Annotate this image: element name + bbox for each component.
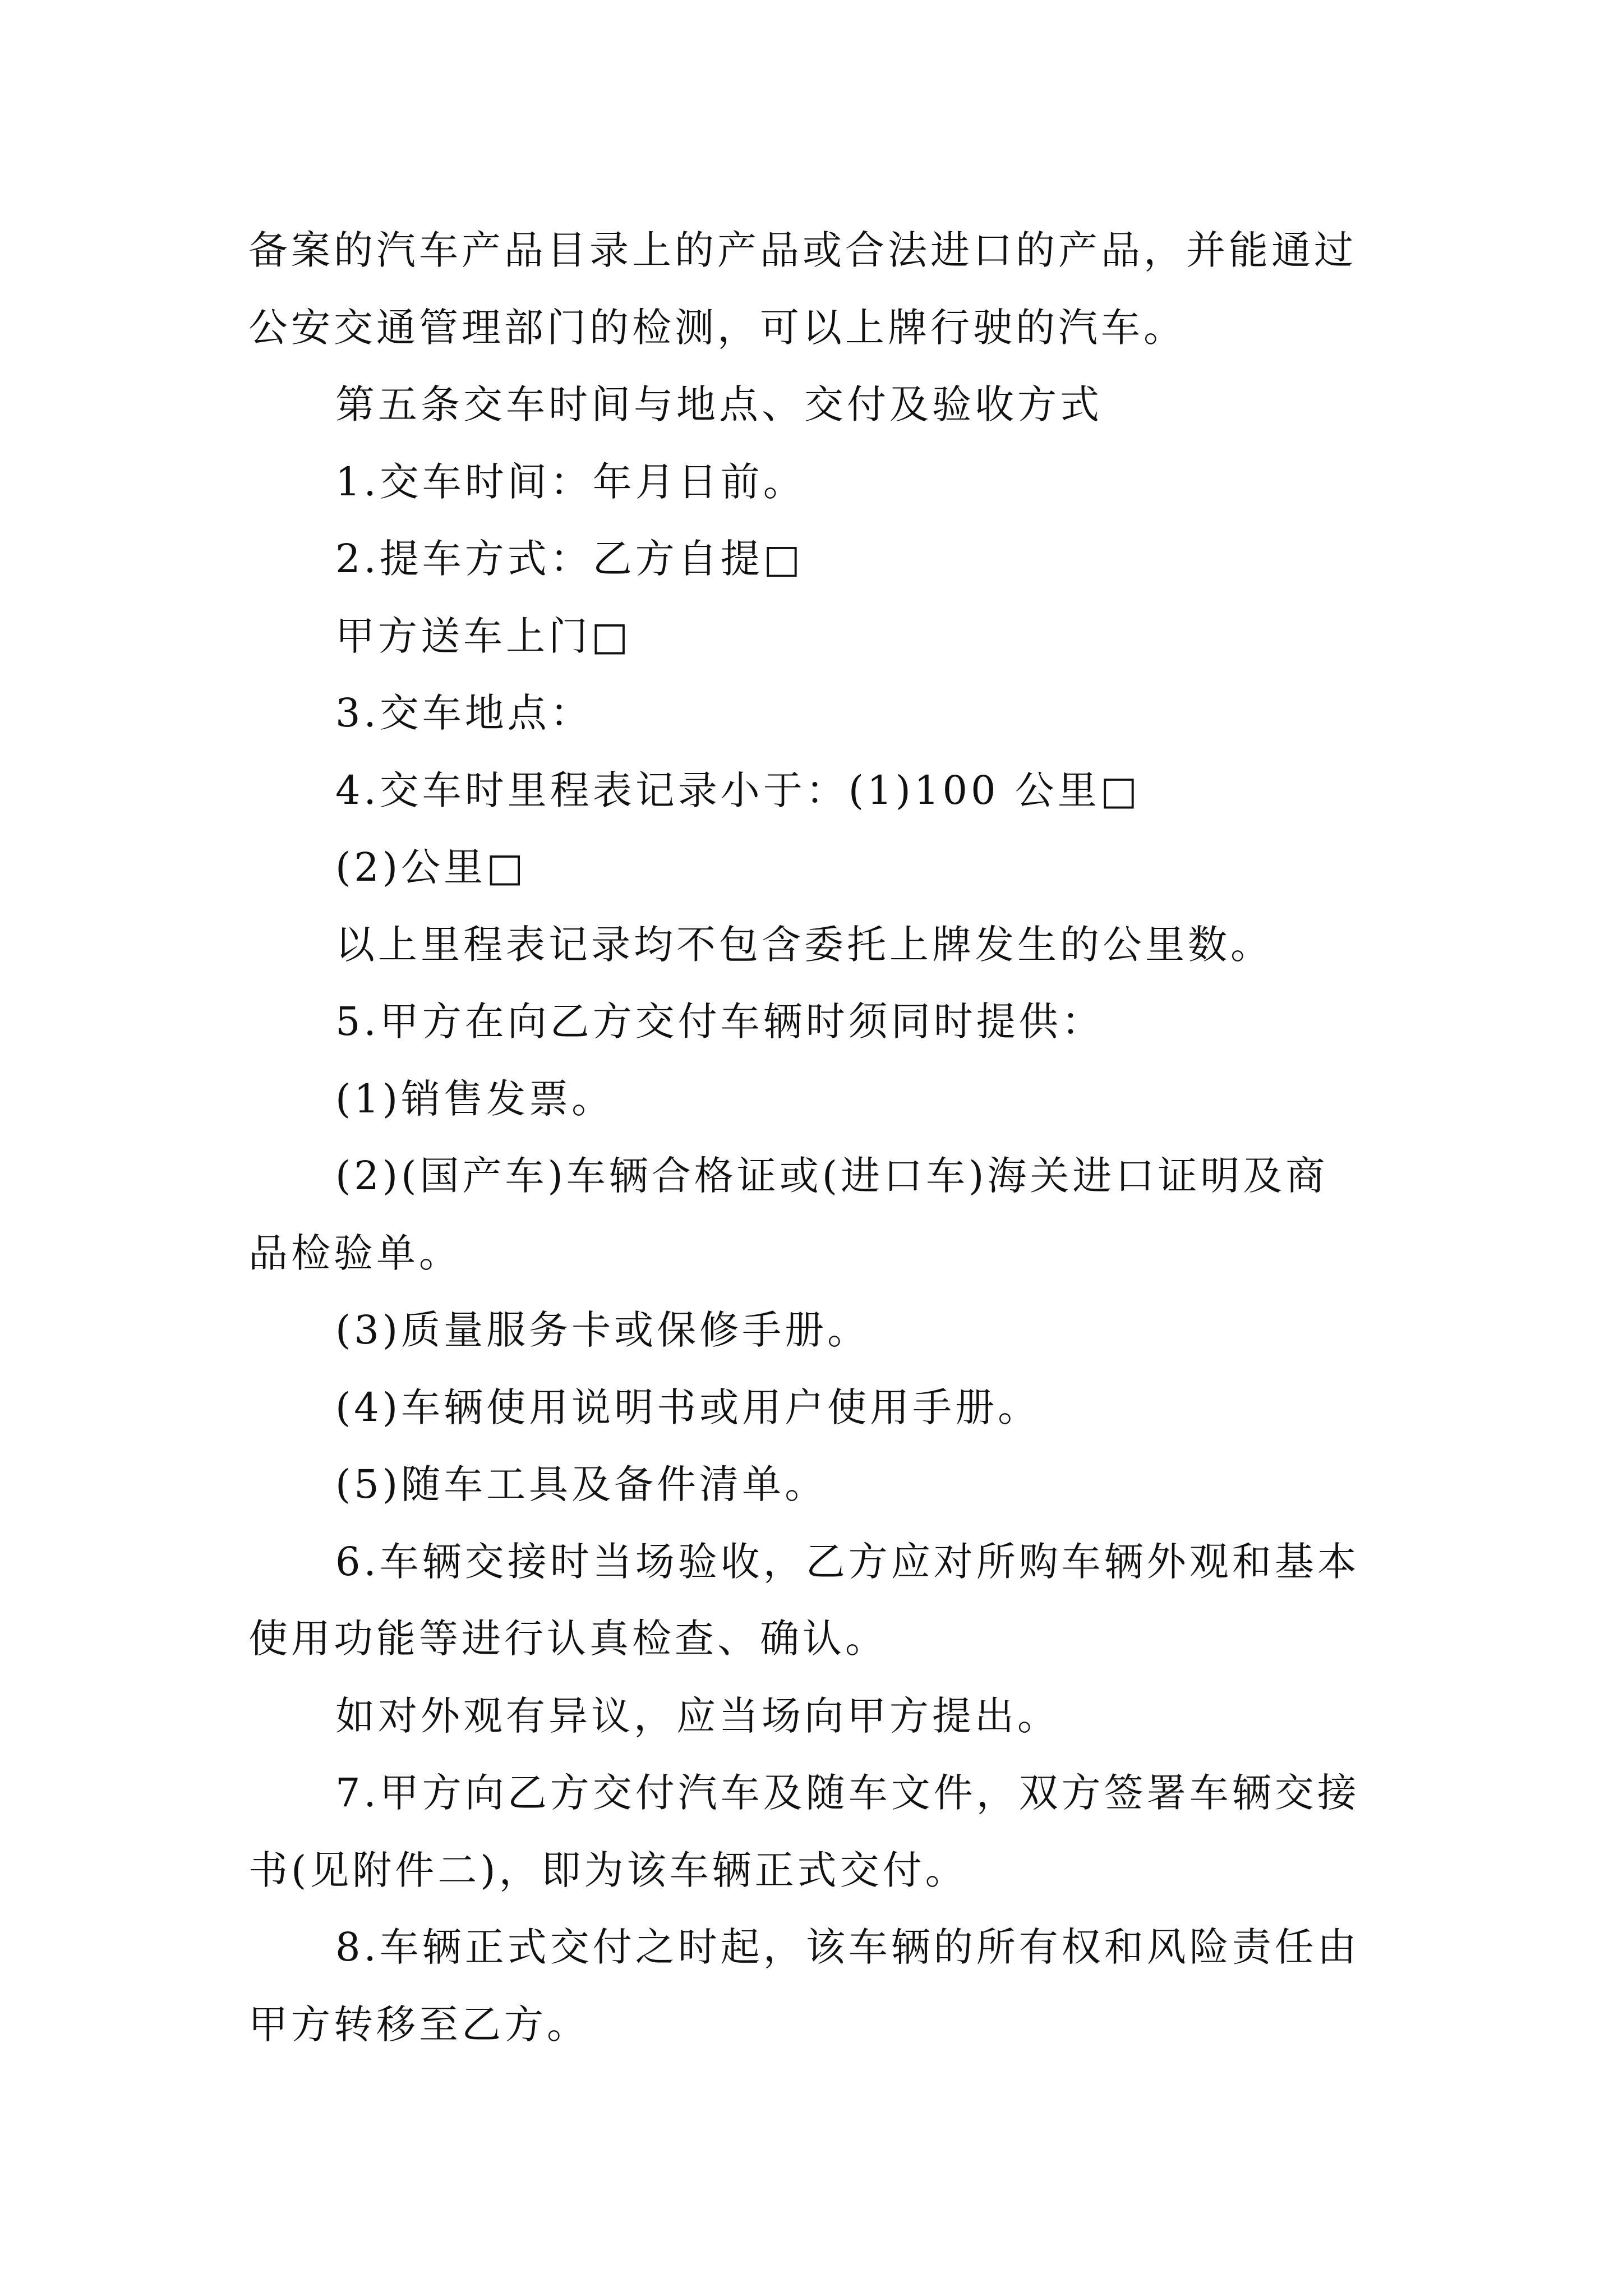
text-line: (2)(国产车)车辆合格证或(进口车)海关进口证明及商: [335, 1153, 1329, 1199]
text-line: 使用功能等进行认真检查、确认。: [248, 1616, 888, 1662]
text-line: 甲方转移至乙方。: [248, 2001, 589, 2047]
text-line: (3)质量服务卡或保修手册。: [335, 1307, 870, 1353]
text-line: 8.车辆正式交付之时起，该车辆的所有权和风险责任由: [335, 1924, 1360, 1970]
text-line: 公安交通管理部门的检测，可以上牌行驶的汽车。: [248, 304, 1186, 351]
text-line: 5.甲方在向乙方交付车辆时须同时提供：: [335, 999, 1104, 1045]
text-line: 备案的汽车产品目录上的产品或合法进口的产品，并能通过: [248, 227, 1357, 273]
text-line: 6.车辆交接时当场验收，乙方应对所购车辆外观和基本: [335, 1538, 1360, 1585]
text-line: (2)公里□: [335, 844, 527, 890]
text-line: (1)销售发票。: [335, 1075, 615, 1122]
text-line: 品检验单。: [248, 1230, 462, 1276]
text-line: (5)随车工具及备件清单。: [335, 1461, 828, 1507]
text-line: 2.提车方式：乙方自提□: [335, 536, 804, 582]
section-heading: 第五条交车时间与地点、交付及验收方式: [335, 381, 1103, 427]
text-line: 7.甲方向乙方交付汽车及随车文件，双方签署车辆交接: [335, 1770, 1360, 1816]
text-line: 3.交车地点：: [335, 690, 593, 736]
text-line: 如对外观有异议，应当场向甲方提出。: [335, 1692, 1060, 1739]
text-line: 4.交车时里程表记录小于：(1)100 公里□: [335, 767, 1141, 813]
document-body: [248, 212, 1381, 2063]
text-line: 甲方送车上门□: [335, 613, 632, 659]
text-line: 以上里程表记录均不包含委托上牌发生的公里数。: [335, 921, 1273, 968]
text-line: (4)车辆使用说明书或用户使用手册。: [335, 1384, 1041, 1430]
text-line: 1.交车时间：年月日前。: [335, 458, 806, 505]
text-line: 书(见附件二)，即为该车辆正式交付。: [248, 1847, 968, 1893]
